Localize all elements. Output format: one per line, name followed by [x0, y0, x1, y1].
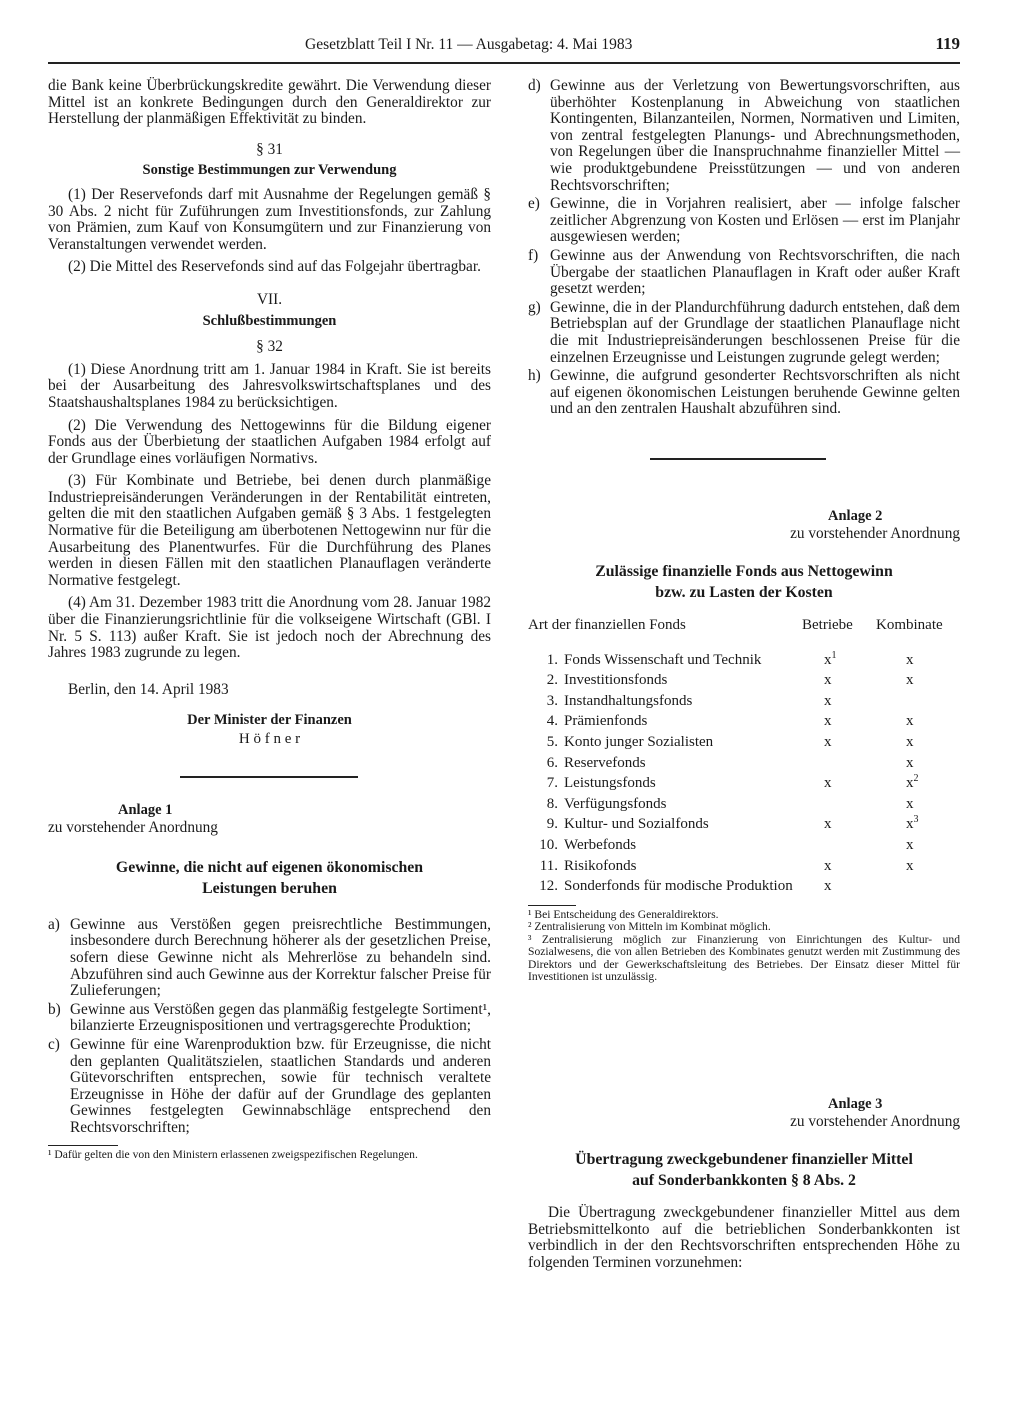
separator-rule	[180, 776, 358, 778]
kombinate-mark-value: x	[906, 775, 914, 792]
list-item	[528, 300, 960, 366]
list-item-text: Gewinne aus Verstößen gegen das planmäßig festgelegte Sortiment¹, bilanzierte Erzeugnispositionen und vertragsgerechte Produktion;	[70, 1000, 491, 1035]
list-item-text: Gewinne, die in der Plandurchführung dadurch entstehen, daß dem Betriebsplan auf der Grundlage der staatlichen Planauflage nicht die mit Industriepreisänderungen beschlossenen Preise für die einzelnen Erzeugnisse und Leistungen zugrunde gelegt werden;	[550, 298, 960, 366]
kombinate-mark	[876, 858, 960, 879]
list-item-text: Gewinne, die in Vorjahren realisiert, aber — infolge falscher zeitlicher Abgrenzung von Kosten und Erlösen — erst im Planjahr ausgewiesen werden;	[550, 195, 960, 246]
table-row	[528, 837, 960, 858]
table-row	[528, 755, 960, 776]
table-row	[528, 775, 960, 796]
list-item-text: Gewinne für eine Warenproduktion bzw. für Erzeugnisse, die nicht den geplanten Qualitätszielen, staatlichen Standards und anderen Gütevorschriften entsprechen, sowie für technisch veraltete Erzeugnisse in Höhe der dafür auf der Grundlage des geplanten Gewinnes festgelegten Gewinnabschläge entsprechend den Rechtsvorschriften;	[70, 1035, 491, 1136]
row-number: 4.	[546, 713, 558, 730]
list-item	[48, 1037, 491, 1137]
list-item-text: Gewinne, die aufgrund gesonderter Rechtsvorschriften als nicht auf eigenen ökonomischen Leistungen beruhende Gewinne gelten und an den zentralen Haushalt abzuführen sind.	[550, 367, 960, 418]
anlage-1-label: Anlage 1	[118, 801, 173, 818]
row-number: 9.	[546, 816, 558, 833]
kombinate-mark-value: x	[906, 857, 914, 874]
anlage-2-title-line-1: Zulässige finanzielle Fonds aus Nettogewinn	[595, 563, 893, 581]
column-header-art: Art der finanziellen Fonds	[528, 617, 686, 634]
kombinate-mark	[876, 652, 960, 673]
kombinate-mark	[876, 713, 960, 734]
section-31-paragraph-1: (1) Der Reservefonds darf mit Ausnahme der Regelungen gemäß § 30 Abs. 2 nicht für Zuführungen zum Investitionsfonds, zur Zahlung von Prämien, zum Kauf von Konsumgütern und zur Finanzierung von Veranstaltungen verwendet werden.	[48, 185, 491, 253]
betriebe-mark-value: x	[824, 775, 832, 792]
header-title: Gesetzblatt Teil I Nr. 11 — Ausgabetag: 4. Mai 1983	[305, 36, 633, 53]
section-32-paragraph-1: (1) Diese Anordnung tritt am 1. Januar 1984 in Kraft. Sie ist bereits bei der Ausarbeitung des Jahresvolkswirtschaftsplanes und des Staatshaushaltsplanes 1984 zu berücksichtigen.	[48, 360, 491, 411]
section-32-paragraph-2: (2) Die Verwendung des Nettogewinns für die Bildung eigener Fonds aus der Überbietung der staatlichen Aufgaben 1984 erfolgt auf der Grundlage eines vorläufigen Normativs.	[48, 416, 491, 467]
anlage-3-text: Die Übertragung zweckgebundener finanzieller Mittel aus dem Betriebsmittelkonto auf die betrieblichen Sonderbankkonten ist verbindlich in der den Rechtsvorschriften entsprechenden Höhe zu folgenden Terminen vorzunehmen:	[528, 1203, 960, 1271]
kombinate-mark	[876, 837, 960, 858]
anlage-2-title-line-2: bzw. zu Lasten der Kosten	[655, 584, 833, 602]
fonds-name: Reservefonds	[564, 754, 646, 771]
kombinate-mark-value: x	[906, 754, 914, 771]
page-number: 119	[935, 34, 960, 53]
footnote-reference: 1	[831, 649, 837, 661]
anlage-1-subtitle: zu vorstehender Anordnung	[48, 819, 218, 837]
row-number: 6.	[546, 754, 558, 771]
anlage-1-title-line-1: Gewinne, die nicht auf eigenen ökonomischen	[115, 858, 424, 876]
list-item-text: Gewinne aus der Verletzung von Bewertungsvorschriften, aus überhöhter Kostenplanung in Abweichung von staatlichen Kontingenten, Bilanzanteilen, Normen, Normativen und Limiten, von zentral festgelegten Planungs- und Abrechnungsmethoden, von Regelungen über die Inanspruchnahme finanzieller Mittel — wie produktgebundene Preisstützungen — und von anderen Rechtsvorschriften;	[550, 77, 960, 194]
betriebe-mark-value: x	[824, 816, 832, 833]
list-item-label: b)	[48, 1000, 61, 1018]
fonds-name: Werbefonds	[564, 837, 637, 853]
list-item-label: a)	[48, 915, 60, 933]
row-number: 12.	[539, 878, 558, 895]
table-row	[528, 693, 960, 714]
anlage-3-subtitle: zu vorstehender Anordnung	[790, 1113, 960, 1131]
anlage-2-subtitle: zu vorstehender Anordnung	[790, 525, 960, 543]
betriebe-mark	[802, 693, 876, 714]
kombinate-mark-value: x	[906, 672, 914, 689]
chapter-title: Schlußbestimmungen	[202, 312, 337, 329]
betriebe-mark	[802, 672, 876, 693]
list-item	[528, 196, 960, 246]
betriebe-mark-value: x	[824, 878, 832, 895]
footnote-rule	[528, 905, 576, 906]
list-item-text: Gewinne aus Verstößen gegen preisrechtliche Bestimmungen, insbesondere durch Berechnung höherer als der gesetzlichen Preise, sofern diese Gewinne nicht als Mehrerlöse zu behandeln sind. Abzuführen sind auch Gewinne aus der Korrektur falscher Preise für Zulieferungen;	[70, 915, 491, 1000]
kombinate-mark	[876, 878, 960, 899]
betriebe-mark	[802, 649, 876, 673]
section-32-paragraph-4: (4) Am 31. Dezember 1983 tritt die Anordnung vom 28. Januar 1982 über die Finanzierungsrichtlinie für die volkseigene Wirtschaft (GBl. I Nr. 5 S. 113) außer Kraft. Sie ist jedoch noch der Abrechnung des Jahres 1983 zugrunde zu legen.	[48, 594, 491, 662]
betriebe-mark	[802, 734, 876, 755]
place-date: Berlin, den 14. April 1983	[68, 680, 229, 698]
betriebe-mark	[802, 858, 876, 879]
table-row	[528, 816, 960, 837]
kombinate-mark-value: x	[906, 651, 914, 668]
footnote: ¹ Dafür gelten die von den Ministern erlassenen zweigspezifischen Regelungen.	[48, 1147, 418, 1161]
chapter-number: VII.	[256, 290, 283, 308]
kombinate-mark	[876, 796, 960, 817]
table-row	[528, 672, 960, 693]
row-number: 5.	[546, 734, 558, 751]
anlage-1-title-line-2: Leistungen beruhen	[202, 879, 337, 897]
betriebe-mark-value: x	[824, 857, 832, 874]
footnote-reference: 3	[913, 814, 919, 826]
minister-name: H ö f n e r	[238, 731, 301, 747]
section-32-paragraph-3: (3) Für Kombinate und Betriebe, bei denen durch planmäßige Industriepreisänderungen Veränderungen in der Rentabilität eintreten, gelten die mit den staatlichen Aufgaben gemäß § 3 Abs. 1 festgelegten Normative für die Beteiligung am überbotenen Nettogewinn nur für die Ausarbeitung des Planentwurfes. Für die Durchführung des Planes werden in diesen Fällen mit den staatlichen Planauflagen veränderte Normative festgelegt.	[48, 472, 491, 589]
table-row	[528, 878, 960, 899]
list-item	[48, 917, 491, 1000]
list-item-label: c)	[48, 1035, 60, 1053]
anlage-3-title-line-2: auf Sonderbankkonten § 8 Abs. 2	[632, 1171, 856, 1189]
section-31-number: § 31	[256, 140, 283, 158]
row-number: 2.	[546, 672, 558, 689]
kombinate-mark	[876, 755, 960, 776]
section-31-title: Sonstige Bestimmungen zur Verwendung	[142, 162, 397, 179]
betriebe-mark	[802, 816, 876, 837]
kombinate-mark	[876, 816, 960, 837]
betriebe-mark-value: x	[824, 713, 832, 730]
fonds-name: Instandhaltungsfonds	[564, 692, 693, 709]
anlage-3-title-line-1: Übertragung zweckgebundener finanzieller Mittel	[575, 1150, 913, 1168]
column-header-kombinate: Kombinate	[876, 617, 943, 634]
betriebe-mark	[802, 775, 876, 796]
kombinate-mark-value: x	[906, 713, 914, 730]
fonds-table	[528, 617, 960, 899]
table-row	[528, 652, 960, 673]
kombinate-mark-value: x	[906, 837, 914, 853]
anlage-1-title	[48, 857, 491, 899]
column-header-betriebe: Betriebe	[802, 617, 853, 634]
table-row	[528, 796, 960, 817]
row-number: 10.	[539, 837, 558, 853]
betriebe-mark	[802, 837, 876, 858]
row-number: 7.	[546, 775, 558, 792]
list-item-text: Gewinne aus der Anwendung von Rechtsvorschriften, die nach Übergabe der staatlichen Planauflagen in Kraft oder außer Kraft gesetzt werden;	[550, 246, 960, 298]
kombinate-mark-value: x	[906, 734, 914, 751]
fonds-name: Sonderfonds für modische Produktion	[564, 878, 793, 895]
right-column	[528, 78, 960, 1277]
anlage-2-title	[528, 561, 960, 603]
footnote-rule	[48, 1145, 118, 1146]
footnote: ² Zentralisierung von Mitteln im Kombinat möglich.	[528, 920, 771, 934]
list-item	[528, 368, 960, 418]
kombinate-mark	[876, 775, 960, 796]
kombinate-mark	[876, 734, 960, 755]
betriebe-mark	[802, 755, 876, 776]
betriebe-mark-value: x	[824, 692, 832, 709]
table-row	[528, 734, 960, 755]
list-item-label: g)	[528, 298, 541, 316]
list-item-label: f)	[528, 246, 539, 264]
row-number: 1.	[546, 651, 558, 668]
list-item-label: e)	[528, 195, 540, 213]
fonds-name: Fonds Wissenschaft und Technik	[564, 651, 762, 668]
list-item	[48, 1002, 491, 1035]
table-row	[528, 858, 960, 879]
betriebe-mark	[802, 796, 876, 817]
betriebe-mark	[802, 878, 876, 899]
fonds-name: Kultur- und Sozialfonds	[564, 816, 709, 833]
kombinate-mark-value: x	[906, 816, 914, 833]
footnote: ³ Zentralisierung möglich zur Finanzierung von Einrichtungen des Kultur- und Sozialwesens, die von allen Betrieben des Kombinates genutzt werden mit Zustimmung des Direktors und der Gewerkschaftsleitung des Betriebes. Der Einsatz dieser Mittel für Investitionen ist unzulässig.	[528, 932, 960, 984]
kombinate-mark	[876, 672, 960, 693]
table-header-row	[528, 617, 960, 652]
intro-paragraph: die Bank keine Überbrückungskredite gewährt. Die Verwendung dieser Mittel ist an konkrete Bedingungen durch den Generaldirektor zur Herstellung der planmäßigen Effektivität zu binden.	[48, 77, 491, 128]
section-31-paragraph-2: (2) Die Mittel des Reservefonds sind auf das Folgejahr übertragbar.	[68, 258, 481, 276]
betriebe-mark-value: x	[824, 672, 832, 689]
page-header	[48, 30, 960, 64]
left-column	[48, 78, 491, 1161]
list-item-label: d)	[528, 77, 541, 94]
kombinate-mark-value: x	[906, 795, 914, 812]
betriebe-mark-value: x	[824, 734, 832, 751]
kombinate-mark	[876, 693, 960, 714]
row-number: 11.	[539, 857, 558, 874]
list-item	[528, 78, 960, 194]
section-32-number: § 32	[256, 338, 283, 356]
separator-rule	[650, 458, 826, 460]
footnote: ¹ Bei Entscheidung des Generaldirektors.	[528, 907, 719, 921]
anlage-3-label: Anlage 3	[828, 1095, 883, 1112]
list-item	[528, 248, 960, 298]
fonds-name: Prämienfonds	[564, 713, 648, 730]
fonds-name: Verfügungsfonds	[564, 795, 667, 812]
row-number: 8.	[546, 795, 558, 812]
fonds-name: Risikofonds	[564, 857, 637, 874]
anlage-3-title	[528, 1149, 960, 1191]
anlage-2-label: Anlage 2	[828, 507, 883, 524]
minister-title: Der Minister der Finanzen	[187, 712, 352, 729]
betriebe-mark-value: x	[824, 651, 832, 668]
table-row	[528, 713, 960, 734]
fonds-name: Leistungsfonds	[564, 775, 656, 792]
fonds-name: Investitionsfonds	[564, 672, 668, 689]
fonds-name: Konto junger Sozialisten	[564, 734, 714, 751]
row-number: 3.	[546, 692, 558, 709]
list-item-label: h)	[528, 367, 541, 385]
betriebe-mark	[802, 713, 876, 734]
footnote-reference: 2	[913, 773, 919, 785]
